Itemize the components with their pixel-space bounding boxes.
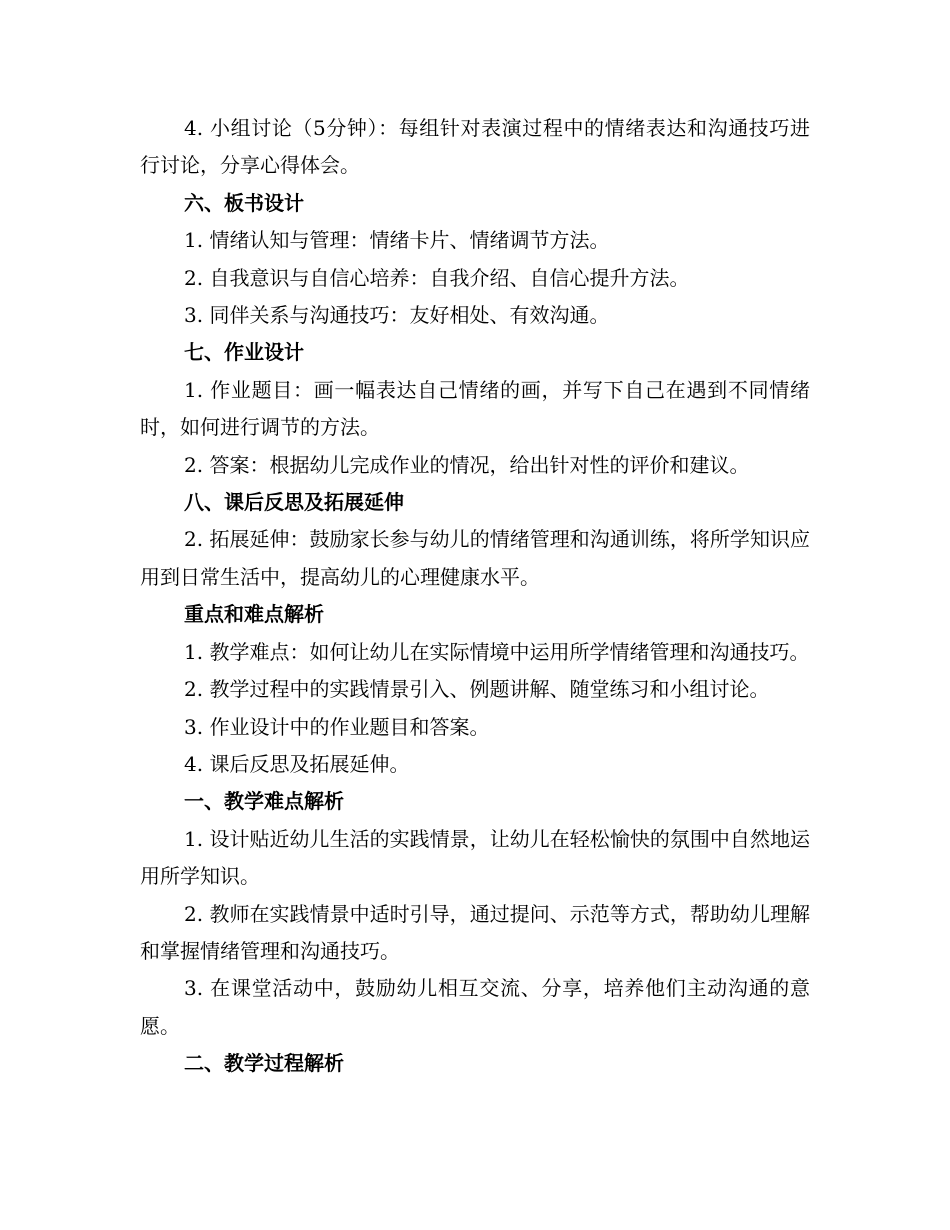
section-heading-homework-design: 七、作业设计	[184, 340, 304, 365]
key-point-item-2: 2. 教学过程中的实践情景引入、例题讲解、随堂练习和小组讨论。	[184, 677, 770, 702]
difficulty-item-2: 2. 教师在实践情景中适时引导，通过提问、示范等方式，帮助幼儿理解和掌握情绪管理和沟通技巧。	[140, 901, 810, 963]
reflection-item-2: 2. 拓展延伸：鼓励家长参与幼儿的情绪管理和沟通训练，将所学知识应用到日常生活中，提高幼儿的心理健康水平。	[140, 527, 810, 589]
key-point-item-3: 3. 作业设计中的作业题目和答案。	[184, 714, 490, 739]
board-item-2: 2. 自我意识与自信心培养：自我介绍、自信心提升方法。	[184, 265, 690, 290]
section-heading-board-design: 六、板书设计	[184, 190, 304, 215]
difficulty-item-1: 1. 设计贴近幼儿生活的实践情景，让幼儿在轻松愉快的氛围中自然地运用所学知识。	[140, 826, 810, 889]
key-point-item-1: 1. 教学难点：如何让幼儿在实际情境中运用所学情绪管理和沟通技巧。	[184, 639, 810, 664]
section-heading-key-points: 重点和难点解析	[184, 602, 324, 627]
document-body	[140, 110, 810, 1083]
difficulty-item-3: 3. 在课堂活动中，鼓励幼儿相互交流、分享，培养他们主动沟通的意愿。	[140, 976, 810, 1038]
board-item-1: 1. 情绪认知与管理：情绪卡片、情绪调节方法。	[184, 228, 610, 253]
key-point-item-4: 4. 课后反思及拓展延伸。	[184, 751, 410, 776]
board-item-3: 3. 同伴关系与沟通技巧：友好相处、有效沟通。	[184, 303, 610, 328]
homework-item-1: 1. 作业题目：画一幅表达自己情绪的画，并写下自己在遇到不同情绪时，如何进行调节的方法。	[140, 377, 810, 440]
paragraph-group-discussion: 4. 小组讨论（5分钟）：每组针对表演过程中的情绪表达和沟通技巧进行讨论，分享心得体会。	[140, 116, 810, 178]
section-heading-reflection: 八、课后反思及拓展延伸	[184, 490, 404, 515]
homework-item-2: 2. 答案：根据幼儿完成作业的情况，给出针对性的评价和建议。	[184, 452, 750, 477]
section-heading-process-analysis: 二、教学过程解析	[184, 1051, 344, 1076]
section-heading-difficulty-analysis: 一、教学难点解析	[184, 789, 344, 814]
